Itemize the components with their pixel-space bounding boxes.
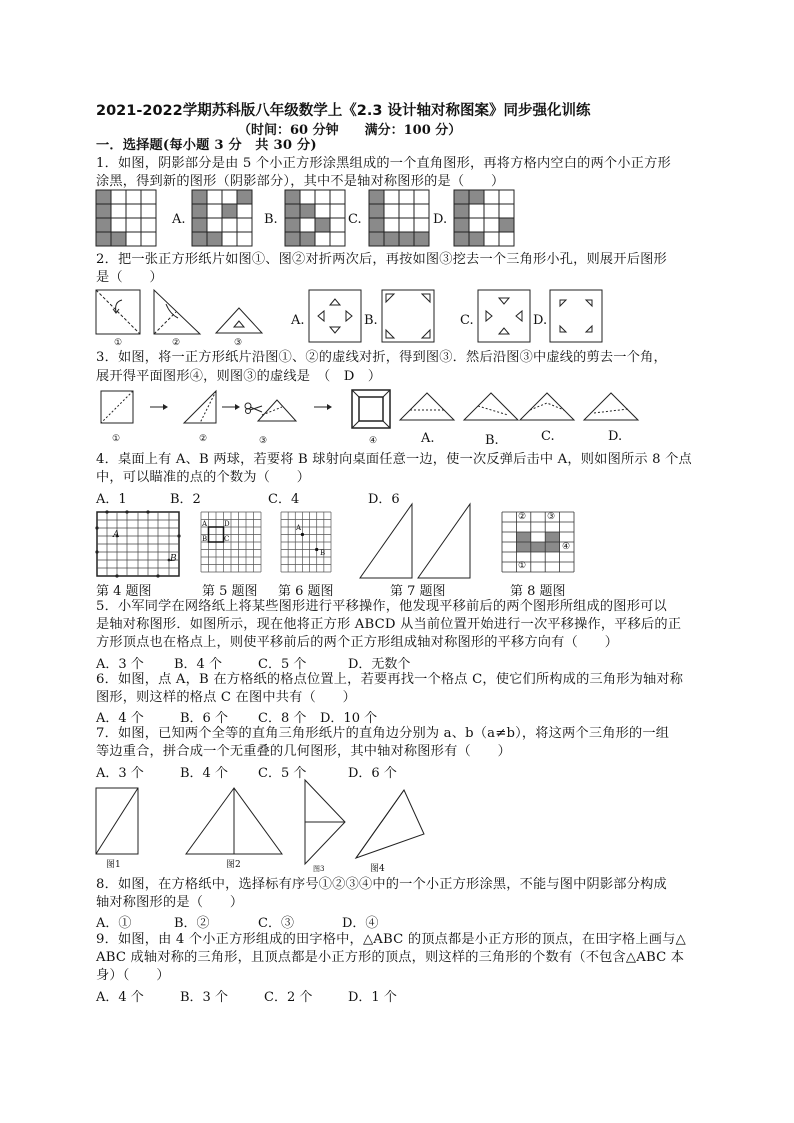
q8-option-c[interactable]: C．③ xyxy=(258,916,294,931)
q8-option-d[interactable]: D．④ xyxy=(342,916,379,931)
q2-fig1-label: ① xyxy=(114,338,123,348)
q5-line2: 是轴对称图形．如图所示，现在他将正方形 ABCD 从当前位置开始进行一次平移操作，平移后的正 xyxy=(96,617,682,632)
arrow-icon xyxy=(314,404,332,410)
q4-option-b[interactable]: B．2 xyxy=(170,492,201,507)
q8-line2: 轴对称图形的是（ ） xyxy=(96,895,244,910)
q3-fig2-triangle xyxy=(184,391,216,423)
q2-figure-c xyxy=(478,290,530,342)
q6-line1: 6．如图，点 A，B 在方格纸的格点位置上，若要再找一个格点 C，使它们所构成的三角形为轴对称 xyxy=(96,672,684,687)
q9-option-b[interactable]: B．3 个 xyxy=(180,990,228,1005)
q7-line2: 等边重合，拼合成一个无重叠的几何图形，其中轴对称图形有（ ） xyxy=(96,744,512,759)
q3-option-d[interactable]: D. xyxy=(608,429,623,444)
q1-figure-b xyxy=(285,190,345,246)
q4-figure-caption: 第 4 题图 xyxy=(96,584,152,599)
q3-option-d-figure xyxy=(584,393,638,421)
q8-mark-1: ① xyxy=(518,561,527,571)
q4-option-c[interactable]: C．4 xyxy=(268,492,300,507)
q7-fig2-label: 图2 xyxy=(226,860,241,870)
q5-vertex-d-label: D xyxy=(224,520,230,528)
q5-figure-caption: 第 5 题图 xyxy=(202,584,258,599)
q7-option-d[interactable]: D．6 个 xyxy=(348,766,397,781)
q6-option-b[interactable]: B．6 个 xyxy=(180,711,228,726)
q3-fig2-label: ② xyxy=(199,434,208,444)
q2-figure-a xyxy=(309,290,361,342)
q2-fig3-triangle xyxy=(216,308,262,334)
q7-fig-triangle-right xyxy=(418,504,470,578)
q2-fig1-square xyxy=(96,290,140,334)
q2-figure-d xyxy=(550,290,602,342)
section-heading: 一．选择题(每小题 3 分 共 30 分) xyxy=(96,138,317,153)
q2-fig2-label: ② xyxy=(172,338,181,348)
q7-fig3-label: 图3 xyxy=(313,865,325,873)
q9-option-a[interactable]: A．4 个 xyxy=(96,990,144,1005)
q1-option-d[interactable]: D. xyxy=(433,212,448,227)
q3-fig4-label: ④ xyxy=(369,436,378,446)
q9-line1: 9．如图，由 4 个小正方形组成的田字格中，△ABC 的顶点都是小正方形的顶点，在田字格上画与△ xyxy=(96,932,686,947)
q7-option-b[interactable]: B．4 个 xyxy=(180,766,228,781)
q8-mark-4: ④ xyxy=(562,542,571,552)
q1-figure-c xyxy=(369,190,429,246)
arrow-icon xyxy=(222,404,240,410)
q7-fig-triangle-left xyxy=(360,504,412,578)
q4-line1: 4．桌面上有 A、B 两球，若要将 B 球射向桌面任意一边，使一次反弹后击中 A，则如图所示 8 个点 xyxy=(96,452,692,467)
q4-figure-table xyxy=(97,512,179,576)
q2-figure-b xyxy=(382,290,434,342)
q7-fig4-label: 图4 xyxy=(370,864,385,874)
q7-option-c[interactable]: C．5 个 xyxy=(258,766,307,781)
q2-line2: 是（ ） xyxy=(96,270,163,285)
q8-mark-3: ③ xyxy=(547,512,556,522)
q8-option-a[interactable]: A．① xyxy=(96,916,132,931)
q7-line1: 7．如图，已知两个全等的直角三角形纸片的直角边分别为 a、b（a≠b），将这两个三角形的一组 xyxy=(96,726,670,741)
q7-fig3-kite xyxy=(305,780,345,864)
q6-figure-grid xyxy=(281,512,331,572)
q5-vertex-a-label: A xyxy=(202,520,208,528)
q5-vertex-b-label: B xyxy=(202,535,208,543)
q2-option-d[interactable]: D. xyxy=(533,313,548,328)
q1-option-c[interactable]: C. xyxy=(348,212,362,227)
q1-line1: 1．如图，阴影部分是由 5 个小正方形涂黑组成的一个直角图形，再将方格内空白的两个小正方形 xyxy=(96,156,671,171)
q7-fig2-isosceles xyxy=(186,788,282,854)
q5-option-c[interactable]: C．5 个 xyxy=(258,657,307,672)
q3-option-c-figure xyxy=(520,393,574,421)
q9-option-d[interactable]: D．1 个 xyxy=(348,990,397,1005)
q7-figure-caption: 第 7 题图 xyxy=(390,584,446,599)
q2-option-a[interactable]: A. xyxy=(291,313,305,328)
q1-option-b[interactable]: B. xyxy=(264,212,278,227)
arrow-icon xyxy=(150,404,168,410)
q7-fig1-label: 图1 xyxy=(106,860,121,870)
q8-mark-2: ② xyxy=(518,512,527,522)
q2-line1: 2．把一张正方形纸片如图①、图②对折两次后，再按如图③挖去一个三角形小孔，则展开后图形 xyxy=(96,252,667,267)
q9-line3: 身）（ ） xyxy=(96,968,170,983)
q5-option-a[interactable]: A．3 个 xyxy=(96,657,144,672)
q6-point-a-label: A xyxy=(296,524,302,532)
q6-option-d[interactable]: D．10 个 xyxy=(320,711,378,726)
q2-fig2-triangle xyxy=(154,290,204,334)
q1-figure-original xyxy=(96,190,156,246)
q7-fig1-rectangle xyxy=(96,788,138,854)
q4-line2: 中，可以瞄准的点的个数为（ ） xyxy=(96,470,311,485)
q1-line2: 涂黑，得到新的图形（阴影部分），其中不是轴对称图形的是（ ） xyxy=(96,174,505,189)
q5-option-d[interactable]: D．无数个 xyxy=(348,657,411,672)
q6-line2: 图形，则这样的格点 C 在图中共有（ ） xyxy=(96,690,357,705)
q5-line1: 5．小军同学在网络纸上将某些图形进行平移操作，他发现平移前后的两个图形所组成的图形可以 xyxy=(96,599,667,614)
q6-point-b-label: B xyxy=(320,549,326,557)
q3-fig1-label: ① xyxy=(112,434,121,444)
q9-line2: ABC 成轴对称的三角形，且顶点都是小正方形的顶点，则这样的三角形的个数有（不包含△ABC 本 xyxy=(96,950,685,965)
q6-figure-caption: 第 6 题图 xyxy=(278,584,334,599)
q3-fig4-square-frame xyxy=(352,390,390,428)
q3-fig1-square xyxy=(101,391,133,423)
q2-fig3-label: ③ xyxy=(234,338,243,348)
page-subtitle: （时间：60 分钟 满分：100 分） xyxy=(238,123,462,138)
page-title: 2021-2022学期苏科版八年级数学上《2.3 设计轴对称图案》同步强化训练 xyxy=(96,103,591,119)
q3-line2: 展开得平面图形④，则图③的虚线是 （ D ） xyxy=(96,369,382,384)
q8-figure-caption: 第 8 题图 xyxy=(510,584,566,599)
q3-option-a-figure xyxy=(400,393,454,421)
q4-point-a-label: A xyxy=(113,530,120,540)
q7-fig4-quad xyxy=(356,790,424,858)
q5-option-b[interactable]: B．4 个 xyxy=(174,657,222,672)
q1-figure-a xyxy=(192,190,252,246)
q8-line1: 8．如图，在方格纸中，选择标有序号①②③④中的一个小正方形涂黑，不能与图中阴影部分构成 xyxy=(96,877,667,892)
q1-figure-d xyxy=(454,190,514,246)
q3-option-c[interactable]: C. xyxy=(541,429,555,444)
q3-line1: 3．如图，将一正方形纸片沿图①、②的虚线对折，得到图③．然后沿图③中虚线的剪去一个角， xyxy=(96,350,667,365)
q9-option-c[interactable]: C．2 个 xyxy=(264,990,313,1005)
q1-option-a[interactable]: A. xyxy=(172,212,186,227)
q6-option-a[interactable]: A．4 个 xyxy=(96,711,144,726)
q4-option-d[interactable]: D．6 xyxy=(368,492,400,507)
q6-option-c[interactable]: C．8 个 xyxy=(258,711,307,726)
q3-fig3-triangle xyxy=(258,400,296,422)
q2-option-b[interactable]: B. xyxy=(364,313,378,328)
q5-vertex-c-label: C xyxy=(224,535,230,543)
q3-option-b[interactable]: B. xyxy=(485,433,499,448)
q5-line3: 方形顶点也在格点上，则使平移前后的两个正方形组成轴对称图形的平移方向有（ ） xyxy=(96,635,619,650)
q8-option-b[interactable]: B．② xyxy=(174,916,210,931)
q4-option-a[interactable]: A．1 xyxy=(96,492,127,507)
q4-point-b-label: B xyxy=(170,554,177,564)
q5-figure-grid xyxy=(201,512,261,572)
q7-option-a[interactable]: A．3 个 xyxy=(96,766,144,781)
q3-option-b-figure xyxy=(464,393,518,421)
q2-option-c[interactable]: C. xyxy=(460,313,474,328)
q3-option-a[interactable]: A. xyxy=(421,431,435,446)
q3-fig3-label: ③ xyxy=(259,436,268,446)
